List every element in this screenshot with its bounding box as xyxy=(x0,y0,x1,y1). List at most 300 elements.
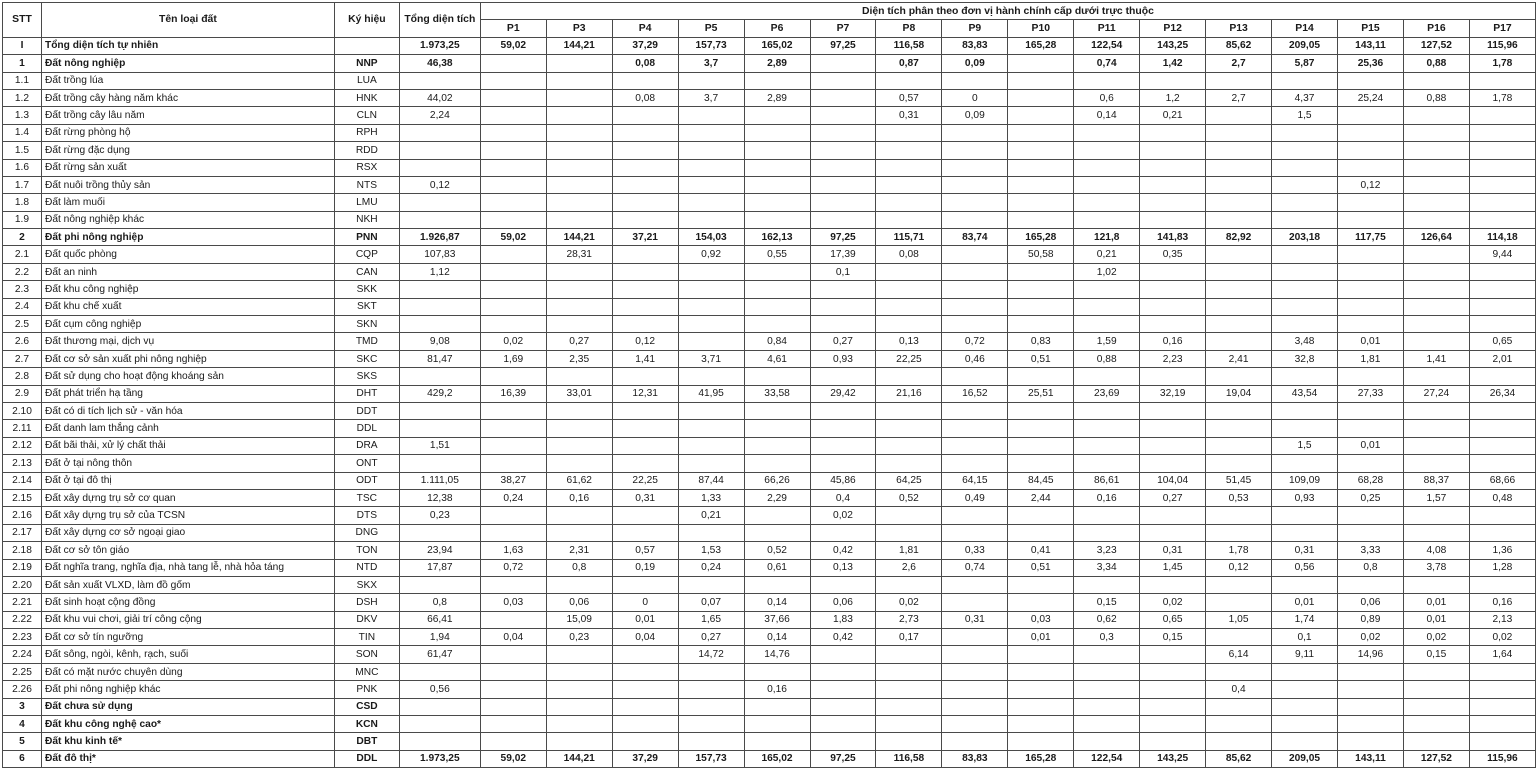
row-unit-value xyxy=(942,402,1008,419)
row-unit-value: 1,2 xyxy=(1140,89,1206,106)
row-unit-value xyxy=(942,420,1008,437)
row-unit-value: 2,31 xyxy=(546,542,612,559)
row-unit-value: 0,1 xyxy=(1272,629,1338,646)
row-unit-value: 127,52 xyxy=(1403,750,1469,767)
row-unit-value: 162,13 xyxy=(744,229,810,246)
row-unit-value: 115,96 xyxy=(1469,37,1535,54)
row-unit-value: 0,06 xyxy=(810,594,876,611)
row-total xyxy=(399,420,480,437)
row-land-type: Đất ở tại nông thôn xyxy=(41,455,334,472)
row-total: 1,51 xyxy=(399,437,480,454)
row-unit-value: 3,23 xyxy=(1074,542,1140,559)
row-unit-value xyxy=(1008,159,1074,176)
row-unit-value: 0,13 xyxy=(810,559,876,576)
row-unit-value xyxy=(1469,524,1535,541)
row-unit-value: 165,28 xyxy=(1008,750,1074,767)
row-unit-value: 61,62 xyxy=(546,472,612,489)
row-code xyxy=(334,37,399,54)
row-unit-value xyxy=(612,646,678,663)
table-row xyxy=(3,420,1536,437)
row-unit-value xyxy=(1272,298,1338,315)
row-total: 1.973,25 xyxy=(399,750,480,767)
row-unit-value xyxy=(480,124,546,141)
row-land-type: Đất cơ sở tín ngưỡng xyxy=(41,629,334,646)
row-unit-value: 0,42 xyxy=(810,542,876,559)
row-stt: 2.2 xyxy=(3,263,42,280)
row-unit-value xyxy=(942,698,1008,715)
row-unit-value xyxy=(744,211,810,228)
row-unit-value: 0,15 xyxy=(1403,646,1469,663)
row-unit-value: 0,02 xyxy=(1403,629,1469,646)
row-unit-value: 0,74 xyxy=(1074,55,1140,72)
row-stt: 1.1 xyxy=(3,72,42,89)
row-unit-value xyxy=(1338,194,1404,211)
row-unit-value: 27,33 xyxy=(1338,385,1404,402)
row-unit-value xyxy=(678,333,744,350)
row-land-type: Đất rừng phòng hộ xyxy=(41,124,334,141)
row-unit-value: 14,96 xyxy=(1338,646,1404,663)
row-unit-value xyxy=(1206,194,1272,211)
row-code: KCN xyxy=(334,716,399,733)
row-unit-value xyxy=(678,437,744,454)
row-unit-value: 104,04 xyxy=(1140,472,1206,489)
row-unit-value: 68,66 xyxy=(1469,472,1535,489)
row-unit-value xyxy=(1074,281,1140,298)
row-unit-value xyxy=(546,107,612,124)
row-unit-value xyxy=(1206,281,1272,298)
row-unit-value xyxy=(942,298,1008,315)
row-unit-value xyxy=(480,281,546,298)
row-unit-value: 16,39 xyxy=(480,385,546,402)
row-unit-value: 0,14 xyxy=(744,594,810,611)
row-unit-value: 0,24 xyxy=(480,489,546,506)
row-unit-value xyxy=(810,437,876,454)
row-unit-value: 157,73 xyxy=(678,750,744,767)
row-unit-value: 0,55 xyxy=(744,246,810,263)
row-unit-value xyxy=(1140,437,1206,454)
row-unit-value xyxy=(480,698,546,715)
row-unit-value: 37,29 xyxy=(612,750,678,767)
header-unit-group: Diện tích phân theo đơn vị hành chính cấp dưới trực thuộc xyxy=(480,3,1535,20)
row-unit-value xyxy=(876,176,942,193)
row-unit-value: 0,31 xyxy=(876,107,942,124)
row-unit-value: 14,76 xyxy=(744,646,810,663)
row-unit-value xyxy=(1206,176,1272,193)
row-unit-value xyxy=(678,733,744,750)
row-unit-value xyxy=(1140,124,1206,141)
row-code: PNN xyxy=(334,229,399,246)
row-unit-value: 5,87 xyxy=(1272,55,1338,72)
row-unit-value xyxy=(1272,420,1338,437)
row-unit-value xyxy=(546,281,612,298)
row-unit-value xyxy=(678,402,744,419)
row-unit-value xyxy=(1140,524,1206,541)
row-unit-value xyxy=(612,368,678,385)
row-unit-value xyxy=(810,316,876,333)
row-stt: 1.9 xyxy=(3,211,42,228)
row-unit-value: 28,31 xyxy=(546,246,612,263)
header-unit: P9 xyxy=(942,20,1008,37)
row-unit-value xyxy=(1338,576,1404,593)
row-unit-value xyxy=(480,246,546,263)
row-unit-value: 0,02 xyxy=(810,507,876,524)
row-land-type: Đất cơ sở sản xuất phi nông nghiệp xyxy=(41,350,334,367)
row-unit-value xyxy=(612,107,678,124)
row-unit-value xyxy=(1206,368,1272,385)
row-unit-value xyxy=(1206,246,1272,263)
row-code: SKN xyxy=(334,316,399,333)
row-unit-value xyxy=(942,576,1008,593)
row-unit-value xyxy=(942,507,1008,524)
row-unit-value xyxy=(678,368,744,385)
row-unit-value: 37,29 xyxy=(612,37,678,54)
row-unit-value xyxy=(744,298,810,315)
row-unit-value xyxy=(744,194,810,211)
row-unit-value: 165,28 xyxy=(1008,37,1074,54)
row-unit-value xyxy=(1140,368,1206,385)
row-unit-value: 2,41 xyxy=(1206,350,1272,367)
row-code: DRA xyxy=(334,437,399,454)
row-unit-value: 143,11 xyxy=(1338,750,1404,767)
row-unit-value xyxy=(1469,281,1535,298)
row-unit-value xyxy=(1403,263,1469,280)
row-unit-value: 1,41 xyxy=(1403,350,1469,367)
row-unit-value: 2,7 xyxy=(1206,55,1272,72)
row-unit-value xyxy=(1469,142,1535,159)
row-unit-value xyxy=(1008,72,1074,89)
row-unit-value xyxy=(546,576,612,593)
row-code: SKK xyxy=(334,281,399,298)
row-unit-value xyxy=(1074,716,1140,733)
row-unit-value: 127,52 xyxy=(1403,37,1469,54)
row-unit-value xyxy=(480,420,546,437)
row-unit-value xyxy=(1338,263,1404,280)
row-unit-value xyxy=(1403,716,1469,733)
row-unit-value: 0,27 xyxy=(810,333,876,350)
row-unit-value xyxy=(942,246,1008,263)
row-unit-value xyxy=(1008,681,1074,698)
row-unit-value xyxy=(612,698,678,715)
row-unit-value xyxy=(1469,159,1535,176)
row-unit-value xyxy=(810,455,876,472)
row-unit-value: 126,64 xyxy=(1403,229,1469,246)
row-unit-value: 88,37 xyxy=(1403,472,1469,489)
row-land-type: Đất quốc phòng xyxy=(41,246,334,263)
row-land-type: Đất rừng đặc dụng xyxy=(41,142,334,159)
row-unit-value xyxy=(876,716,942,733)
row-unit-value: 1,74 xyxy=(1272,611,1338,628)
row-unit-value: 0,16 xyxy=(744,681,810,698)
row-unit-value: 2,01 xyxy=(1469,350,1535,367)
row-unit-value xyxy=(1074,576,1140,593)
row-land-type: Đất làm muối xyxy=(41,194,334,211)
row-unit-value: 3,33 xyxy=(1338,542,1404,559)
row-unit-value: 0,21 xyxy=(678,507,744,524)
row-unit-value xyxy=(1008,316,1074,333)
row-code: ONT xyxy=(334,455,399,472)
row-unit-value xyxy=(1008,402,1074,419)
row-unit-value xyxy=(1338,368,1404,385)
header-unit: P1 xyxy=(480,20,546,37)
row-unit-value: 115,71 xyxy=(876,229,942,246)
row-unit-value xyxy=(942,316,1008,333)
row-unit-value xyxy=(1206,663,1272,680)
row-unit-value: 59,02 xyxy=(480,37,546,54)
row-unit-value xyxy=(1206,455,1272,472)
row-unit-value xyxy=(1140,733,1206,750)
row-unit-value: 0,17 xyxy=(876,629,942,646)
row-stt: 2.26 xyxy=(3,681,42,698)
row-unit-value xyxy=(942,594,1008,611)
row-unit-value xyxy=(1206,298,1272,315)
row-unit-value xyxy=(1008,263,1074,280)
row-unit-value: 0,56 xyxy=(1272,559,1338,576)
row-unit-value xyxy=(612,159,678,176)
row-unit-value xyxy=(1403,663,1469,680)
row-unit-value: 0,16 xyxy=(1074,489,1140,506)
table-row xyxy=(3,559,1536,576)
row-unit-value: 1,65 xyxy=(678,611,744,628)
row-unit-value xyxy=(1074,646,1140,663)
row-unit-value xyxy=(744,263,810,280)
row-unit-value xyxy=(876,437,942,454)
row-unit-value: 0,08 xyxy=(876,246,942,263)
row-unit-value xyxy=(1140,698,1206,715)
row-land-type: Đất có mặt nước chuyên dùng xyxy=(41,663,334,680)
table-row xyxy=(3,350,1536,367)
row-stt: 2.9 xyxy=(3,385,42,402)
row-unit-value xyxy=(678,142,744,159)
row-unit-value xyxy=(1272,246,1338,263)
row-unit-value xyxy=(678,72,744,89)
row-land-type: Đất sông, ngòi, kênh, rạch, suối xyxy=(41,646,334,663)
table-row xyxy=(3,142,1536,159)
row-unit-value: 15,09 xyxy=(546,611,612,628)
header-unit: P8 xyxy=(876,20,942,37)
row-unit-value: 16,52 xyxy=(942,385,1008,402)
row-unit-value xyxy=(1206,733,1272,750)
row-unit-value xyxy=(876,142,942,159)
row-unit-value: 0,31 xyxy=(942,611,1008,628)
row-unit-value: 0,16 xyxy=(546,489,612,506)
row-unit-value: 1,81 xyxy=(1338,350,1404,367)
row-unit-value: 0,14 xyxy=(1074,107,1140,124)
table-row xyxy=(3,646,1536,663)
row-unit-value xyxy=(1074,176,1140,193)
row-unit-value xyxy=(1403,733,1469,750)
row-code: NNP xyxy=(334,55,399,72)
row-unit-value xyxy=(1403,142,1469,159)
row-unit-value: 1,02 xyxy=(1074,263,1140,280)
row-unit-value xyxy=(1140,646,1206,663)
row-unit-value xyxy=(546,298,612,315)
row-unit-value: 0,02 xyxy=(876,594,942,611)
row-unit-value xyxy=(942,159,1008,176)
row-land-type: Đất trồng cây lâu năm xyxy=(41,107,334,124)
row-unit-value: 0,57 xyxy=(612,542,678,559)
row-unit-value xyxy=(546,194,612,211)
row-unit-value xyxy=(1140,316,1206,333)
row-unit-value xyxy=(480,507,546,524)
row-unit-value xyxy=(1206,402,1272,419)
row-stt: 1.6 xyxy=(3,159,42,176)
row-unit-value xyxy=(1206,716,1272,733)
table-row xyxy=(3,107,1536,124)
row-unit-value: 1,5 xyxy=(1272,437,1338,454)
row-unit-value xyxy=(876,524,942,541)
row-stt: 2.1 xyxy=(3,246,42,263)
row-land-type: Đất cụm công nghiệp xyxy=(41,316,334,333)
row-stt: 2.14 xyxy=(3,472,42,489)
row-code: TMD xyxy=(334,333,399,350)
row-code: HNK xyxy=(334,89,399,106)
row-unit-value: 97,25 xyxy=(810,37,876,54)
row-unit-value xyxy=(1338,420,1404,437)
row-unit-value xyxy=(876,733,942,750)
row-unit-value: 83,83 xyxy=(942,37,1008,54)
row-unit-value xyxy=(480,437,546,454)
row-unit-value: 25,24 xyxy=(1338,89,1404,106)
row-stt: 2.25 xyxy=(3,663,42,680)
row-unit-value xyxy=(1403,368,1469,385)
row-unit-value xyxy=(876,124,942,141)
row-unit-value xyxy=(744,698,810,715)
row-unit-value: 0,12 xyxy=(1206,559,1272,576)
row-stt: 1.7 xyxy=(3,176,42,193)
row-unit-value: 0,51 xyxy=(1008,350,1074,367)
row-unit-value xyxy=(1469,733,1535,750)
row-stt: 2.15 xyxy=(3,489,42,506)
row-unit-value xyxy=(480,663,546,680)
row-unit-value xyxy=(1338,507,1404,524)
row-unit-value: 0,02 xyxy=(1338,629,1404,646)
row-unit-value xyxy=(678,211,744,228)
row-unit-value xyxy=(678,524,744,541)
row-unit-value xyxy=(942,437,1008,454)
row-unit-value xyxy=(612,507,678,524)
row-unit-value xyxy=(1403,211,1469,228)
row-unit-value xyxy=(1008,211,1074,228)
row-unit-value xyxy=(810,124,876,141)
row-unit-value: 64,25 xyxy=(876,472,942,489)
row-unit-value: 4,37 xyxy=(1272,89,1338,106)
row-unit-value: 3,7 xyxy=(678,55,744,72)
row-unit-value xyxy=(1206,698,1272,715)
row-unit-value: 1,64 xyxy=(1469,646,1535,663)
row-unit-value xyxy=(480,194,546,211)
row-unit-value: 32,19 xyxy=(1140,385,1206,402)
row-unit-value xyxy=(876,298,942,315)
row-total: 1,94 xyxy=(399,629,480,646)
row-unit-value xyxy=(1140,142,1206,159)
row-unit-value: 0,88 xyxy=(1403,89,1469,106)
row-unit-value xyxy=(1140,576,1206,593)
table-row xyxy=(3,629,1536,646)
row-stt: 2.24 xyxy=(3,646,42,663)
row-unit-value xyxy=(744,437,810,454)
row-unit-value: 1,05 xyxy=(1206,611,1272,628)
row-land-type: Đất xây dựng trụ sở cơ quan xyxy=(41,489,334,506)
row-unit-value xyxy=(480,681,546,698)
row-unit-value xyxy=(1403,455,1469,472)
row-unit-value: 0 xyxy=(942,89,1008,106)
row-unit-value: 32,8 xyxy=(1272,350,1338,367)
row-land-type: Đất phi nông nghiệp khác xyxy=(41,681,334,698)
row-unit-value: 0,27 xyxy=(1140,489,1206,506)
header-unit: P13 xyxy=(1206,20,1272,37)
row-unit-value xyxy=(546,176,612,193)
row-unit-value xyxy=(1403,298,1469,315)
row-unit-value xyxy=(1338,211,1404,228)
row-unit-value xyxy=(480,402,546,419)
row-unit-value: 17,39 xyxy=(810,246,876,263)
row-unit-value xyxy=(744,159,810,176)
row-unit-value: 0,16 xyxy=(1469,594,1535,611)
table-row xyxy=(3,663,1536,680)
row-stt: 2 xyxy=(3,229,42,246)
row-unit-value xyxy=(1469,507,1535,524)
row-unit-value xyxy=(1469,368,1535,385)
table-row xyxy=(3,402,1536,419)
row-unit-value xyxy=(546,681,612,698)
row-unit-value xyxy=(810,681,876,698)
table-row xyxy=(3,611,1536,628)
row-unit-value xyxy=(1338,124,1404,141)
row-unit-value: 85,62 xyxy=(1206,37,1272,54)
row-unit-value xyxy=(546,263,612,280)
row-unit-value xyxy=(1008,646,1074,663)
header-unit: P17 xyxy=(1469,20,1535,37)
row-unit-value xyxy=(480,159,546,176)
row-unit-value xyxy=(480,576,546,593)
row-unit-value xyxy=(1140,402,1206,419)
row-unit-value xyxy=(1074,142,1140,159)
row-unit-value xyxy=(810,72,876,89)
row-unit-value xyxy=(546,437,612,454)
row-unit-value xyxy=(942,194,1008,211)
row-unit-value xyxy=(1074,455,1140,472)
row-total: 66,41 xyxy=(399,611,480,628)
row-unit-value: 1,53 xyxy=(678,542,744,559)
row-stt: 2.4 xyxy=(3,298,42,315)
row-unit-value xyxy=(1272,402,1338,419)
row-unit-value: 0,65 xyxy=(1469,333,1535,350)
row-unit-value xyxy=(744,663,810,680)
row-code: SKX xyxy=(334,576,399,593)
row-unit-value xyxy=(1074,420,1140,437)
row-unit-value xyxy=(678,698,744,715)
row-unit-value: 0,42 xyxy=(810,629,876,646)
row-unit-value xyxy=(678,124,744,141)
row-unit-value: 0,01 xyxy=(1403,594,1469,611)
row-code: CQP xyxy=(334,246,399,263)
row-unit-value xyxy=(876,368,942,385)
row-unit-value xyxy=(546,211,612,228)
row-unit-value: 0,89 xyxy=(1338,611,1404,628)
row-unit-value xyxy=(942,124,1008,141)
table-row xyxy=(3,176,1536,193)
row-unit-value xyxy=(744,716,810,733)
row-unit-value xyxy=(1403,124,1469,141)
row-unit-value xyxy=(1403,681,1469,698)
row-total xyxy=(399,733,480,750)
row-stt: 2.11 xyxy=(3,420,42,437)
row-unit-value xyxy=(612,176,678,193)
row-unit-value: 0,1 xyxy=(810,263,876,280)
row-unit-value xyxy=(1206,142,1272,159)
row-unit-value xyxy=(678,263,744,280)
row-land-type: Tổng diện tích tự nhiên xyxy=(41,37,334,54)
